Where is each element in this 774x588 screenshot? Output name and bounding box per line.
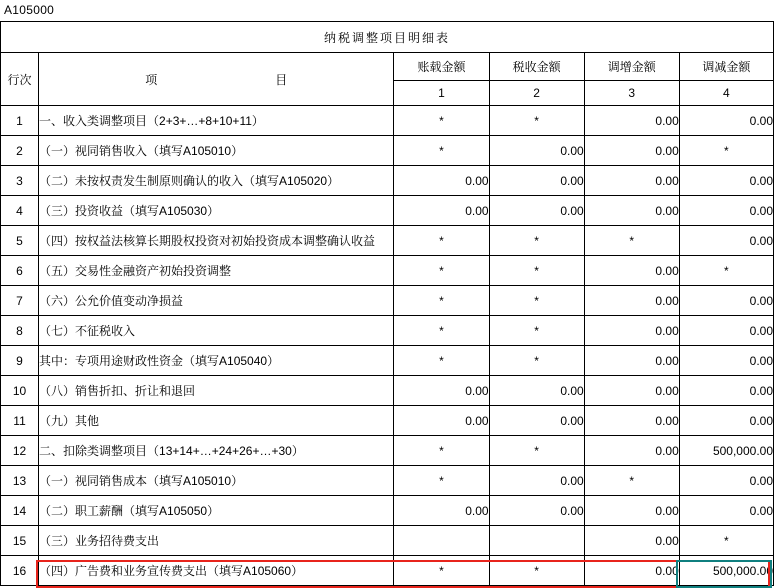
- form-code: A105000: [4, 3, 55, 17]
- cell-increase-amount[interactable]: 0.00: [584, 436, 679, 466]
- cell-tax-amount[interactable]: *: [489, 436, 584, 466]
- cell-increase-amount[interactable]: 0.00: [584, 346, 679, 376]
- cell-tax-amount[interactable]: *: [489, 286, 584, 316]
- cell-increase-amount[interactable]: 0.00: [584, 496, 679, 526]
- cell-decrease-amount[interactable]: *: [679, 136, 773, 166]
- cell-book-amount[interactable]: *: [394, 286, 489, 316]
- row-number: 15: [1, 526, 39, 556]
- row-number: 2: [1, 136, 39, 166]
- cell-tax-amount[interactable]: [489, 526, 584, 556]
- cell-decrease-amount[interactable]: 0.00: [679, 376, 773, 406]
- cell-book-amount[interactable]: *: [394, 136, 489, 166]
- col-header-tax-amount: 税收金额: [489, 53, 584, 81]
- row-item-label: （二）未按权责发生制原则确认的收入（填写A105020）: [39, 166, 394, 196]
- col-number-2: 2: [489, 81, 584, 106]
- cell-book-amount[interactable]: *: [394, 346, 489, 376]
- cell-book-amount[interactable]: *: [394, 466, 489, 496]
- cell-tax-amount[interactable]: 0.00: [489, 496, 584, 526]
- cell-tax-amount[interactable]: 0.00: [489, 376, 584, 406]
- table-row: [1, 406, 774, 436]
- row-number: 10: [1, 376, 39, 406]
- table-row: [1, 346, 774, 376]
- cell-book-amount[interactable]: 0.00: [394, 406, 489, 436]
- col-header-decrease-amount: 调减金额: [679, 53, 773, 81]
- cell-book-amount[interactable]: *: [394, 436, 489, 466]
- row-number: 13: [1, 466, 39, 496]
- row-item-label: （三）投资收益（填写A105030）: [39, 196, 394, 226]
- cell-increase-amount[interactable]: *: [584, 466, 679, 496]
- cell-decrease-amount[interactable]: 0.00: [679, 496, 773, 526]
- cell-book-amount[interactable]: 0.00: [394, 496, 489, 526]
- row-item-label: （五）交易性金融资产初始投资调整: [39, 256, 394, 286]
- row-item-label: （四）广告费和业务宣传费支出（填写A105060）: [39, 556, 394, 586]
- row-item-label: （二）职工薪酬（填写A105050）: [39, 496, 394, 526]
- cell-decrease-amount[interactable]: 0.00: [679, 466, 773, 496]
- table-row: [1, 196, 774, 226]
- cell-book-amount[interactable]: *: [394, 226, 489, 256]
- col-number-4: 4: [679, 81, 773, 106]
- cell-increase-amount[interactable]: 0.00: [584, 556, 679, 586]
- cell-decrease-amount[interactable]: 0.00: [679, 226, 773, 256]
- cell-increase-amount[interactable]: 0.00: [584, 406, 679, 436]
- row-number: 3: [1, 166, 39, 196]
- cell-book-amount[interactable]: 0.00: [394, 196, 489, 226]
- cell-book-amount[interactable]: 0.00: [394, 166, 489, 196]
- cell-tax-amount[interactable]: *: [489, 316, 584, 346]
- cell-increase-amount[interactable]: 0.00: [584, 526, 679, 556]
- row-item-label: 二、扣除类调整项目（13+14+…+24+26+…+30）: [39, 436, 394, 466]
- cell-book-amount[interactable]: *: [394, 556, 489, 586]
- row-number: 1: [1, 106, 39, 136]
- col-number-3: 3: [584, 81, 679, 106]
- cell-decrease-amount[interactable]: 0.00: [679, 196, 773, 226]
- cell-tax-amount[interactable]: *: [489, 256, 584, 286]
- row-item-label: （六）公允价值变动净损益: [39, 286, 394, 316]
- cell-book-amount[interactable]: [394, 526, 489, 556]
- table-row: [1, 466, 774, 496]
- row-item-label: （七）不征税收入: [39, 316, 394, 346]
- table-row-highlighted: [1, 556, 774, 586]
- cell-increase-amount[interactable]: 0.00: [584, 256, 679, 286]
- cell-increase-amount[interactable]: 0.00: [584, 196, 679, 226]
- cell-tax-amount[interactable]: 0.00: [489, 466, 584, 496]
- row-item-label: （八）销售折扣、折让和退回: [39, 376, 394, 406]
- row-item-label: （一）视同销售成本（填写A105010）: [39, 466, 394, 496]
- cell-tax-amount[interactable]: 0.00: [489, 166, 584, 196]
- cell-tax-amount[interactable]: *: [489, 106, 584, 136]
- col-header-increase-amount: 调增金额: [584, 53, 679, 81]
- cell-tax-amount[interactable]: *: [489, 226, 584, 256]
- table-row: [1, 436, 774, 466]
- col-header-book-amount: 账载金额: [394, 53, 489, 81]
- cell-increase-amount[interactable]: 0.00: [584, 106, 679, 136]
- row-item-label: （九）其他: [39, 406, 394, 436]
- table-row: [1, 376, 774, 406]
- cell-increase-amount[interactable]: 0.00: [584, 376, 679, 406]
- table-row: [1, 106, 774, 136]
- row-number: 16: [1, 556, 39, 586]
- cell-book-amount[interactable]: *: [394, 256, 489, 286]
- header-row-labels: [1, 53, 774, 81]
- row-number: 4: [1, 196, 39, 226]
- row-number: 14: [1, 496, 39, 526]
- cell-increase-amount[interactable]: 0.00: [584, 166, 679, 196]
- row-item-label: 一、收入类调整项目（2+3+…+8+10+11）: [39, 106, 394, 136]
- title-row: [1, 22, 774, 53]
- cell-decrease-amount[interactable]: 0.00: [679, 286, 773, 316]
- cell-book-amount[interactable]: *: [394, 106, 489, 136]
- col-header-rownum: 行次: [1, 53, 39, 106]
- cell-tax-amount[interactable]: 0.00: [489, 136, 584, 166]
- table-row: [1, 496, 774, 526]
- cell-tax-amount[interactable]: *: [489, 346, 584, 376]
- tax-adjustment-form: [0, 21, 774, 586]
- cell-decrease-amount[interactable]: 0.00: [679, 106, 773, 136]
- page-title: 纳税调整项目明细表: [1, 22, 774, 53]
- table-row: [1, 166, 774, 196]
- cell-decrease-amount[interactable]: 0.00: [679, 316, 773, 346]
- cell-decrease-amount[interactable]: *: [679, 526, 773, 556]
- col-header-item: 项 目: [39, 53, 394, 106]
- row-number: 12: [1, 436, 39, 466]
- row-number: 9: [1, 346, 39, 376]
- table-row: [1, 256, 774, 286]
- col-number-1: 1: [394, 81, 489, 106]
- row-number: 7: [1, 286, 39, 316]
- cell-increase-amount[interactable]: 0.00: [584, 316, 679, 346]
- cell-tax-amount[interactable]: 0.00: [489, 406, 584, 436]
- cell-increase-amount[interactable]: 0.00: [584, 136, 679, 166]
- cell-increase-amount[interactable]: *: [584, 226, 679, 256]
- row-item-label: （一）视同销售收入（填写A105010）: [39, 136, 394, 166]
- cell-decrease-amount[interactable]: *: [679, 256, 773, 286]
- cell-decrease-amount[interactable]: 0.00: [679, 406, 773, 436]
- table-row: [1, 136, 774, 166]
- cell-decrease-amount[interactable]: 0.00: [679, 166, 773, 196]
- form-table-wrapper: [0, 21, 774, 586]
- table-row: [1, 286, 774, 316]
- table-row: [1, 316, 774, 346]
- row-item-label: （三）业务招待费支出: [39, 526, 394, 556]
- cell-book-amount[interactable]: *: [394, 316, 489, 346]
- table-row: [1, 226, 774, 256]
- row-item-label: 其中：专项用途财政性资金（填写A105040）: [39, 346, 394, 376]
- row-number: 11: [1, 406, 39, 436]
- table-row: [1, 526, 774, 556]
- cell-book-amount[interactable]: 0.00: [394, 376, 489, 406]
- cell-decrease-amount[interactable]: 0.00: [679, 346, 773, 376]
- row-number: 8: [1, 316, 39, 346]
- row-number: 6: [1, 256, 39, 286]
- row-number: 5: [1, 226, 39, 256]
- cell-tax-amount[interactable]: *: [489, 556, 584, 586]
- cell-tax-amount[interactable]: 0.00: [489, 196, 584, 226]
- row-item-label: （四）按权益法核算长期股权投资对初始投资成本调整确认收益: [39, 226, 394, 256]
- cell-increase-amount[interactable]: 0.00: [584, 286, 679, 316]
- cell-decrease-amount[interactable]: 500,000.00: [679, 436, 773, 466]
- cell-decrease-amount[interactable]: 500,000.00: [679, 556, 773, 586]
